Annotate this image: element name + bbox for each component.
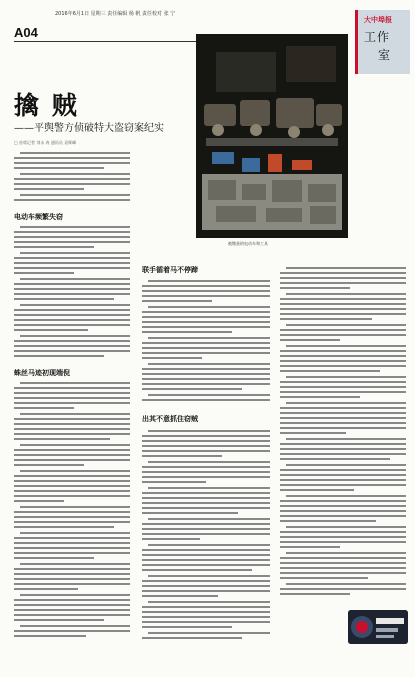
evidence-photo <box>196 34 348 238</box>
body-column-1a <box>14 150 132 208</box>
body-column-2b <box>142 428 272 642</box>
dateline: 2016年6月1日 星期三 责任编辑 杨 帆 责任校对 张 宁 <box>55 11 176 17</box>
page-number: A04 <box>14 25 38 40</box>
column-brand-panel <box>355 10 410 74</box>
section-heading-4: 出其不意抓住窃贼 <box>142 414 198 423</box>
article-subtitle: ——平舆警方侦破特大盗窃案纪实 <box>14 123 164 134</box>
brand-name: 大中埠报 <box>364 15 392 24</box>
body-column-1c <box>14 380 132 642</box>
brand-line-2: 工作 <box>364 30 391 44</box>
section-heading-2: 蛛丝马迹初现端倪 <box>14 368 70 377</box>
section-heading-3: 联手循着马不停蹄 <box>142 265 198 274</box>
section-heading-1: 电动车频繁失窃 <box>14 212 63 221</box>
body-column-1b <box>14 224 132 364</box>
body-column-2a <box>142 278 272 408</box>
brand-line-3: 室 <box>378 48 391 62</box>
body-column-3 <box>280 265 408 605</box>
photo-caption: 被缴获的电动车和工具 <box>228 241 268 246</box>
byline: □ 首席记者 刘永 冉 通讯员 袁辉峰 <box>14 140 77 145</box>
article-title: 擒 贼 <box>14 91 79 120</box>
newspaper-logo-emblem <box>348 610 408 644</box>
